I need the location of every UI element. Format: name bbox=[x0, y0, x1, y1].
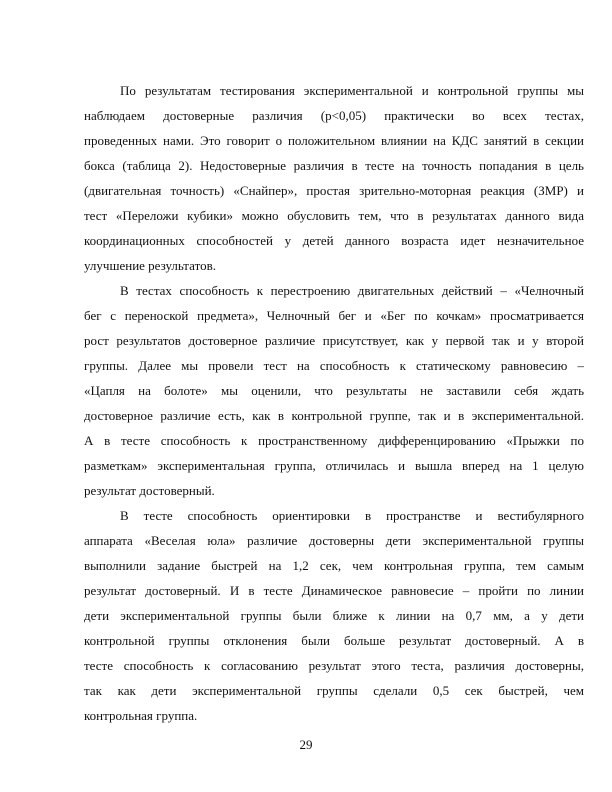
text-line: так как дети экспериментальной группы сделали 0,5 сек быстрей, чем bbox=[84, 683, 584, 698]
document-body bbox=[84, 78, 584, 728]
text-line: контрольная группа. bbox=[84, 708, 198, 723]
text-line: группы. Далее мы провели тест на способность к статическому равновесию – bbox=[84, 358, 584, 373]
text-line: наблюдаем достоверные различия (р<0,05) практически во всех тестах, bbox=[84, 108, 584, 123]
text-line: тесте способность к согласованию результат этого теста, различия достоверны, bbox=[84, 658, 584, 673]
text-line: проведенных нами. Это говорит о положительном влиянии на КДС занятий в секции bbox=[84, 133, 584, 148]
paragraph bbox=[84, 78, 584, 278]
text-line: В тесте способность ориентировки в пространстве и вестибулярного bbox=[120, 508, 584, 523]
text-line: (двигательная точность) «Снайпер», простая зрительно-моторная реакция (ЗМР) и bbox=[84, 183, 584, 198]
text-line: тест «Переложи кубики» можно обусловить тем, что в результатах данного вида bbox=[84, 208, 584, 223]
text-line: результат достоверный. bbox=[84, 483, 215, 498]
text-line: дети экспериментальной группы были ближе к линии на 0,7 мм, а у дети bbox=[84, 608, 584, 623]
text-line: улучшение результатов. bbox=[84, 258, 216, 273]
text-line: контрольной группы отклонения были больше результат достоверный. А в bbox=[84, 633, 584, 648]
text-line: По результатам тестирования экспериментальной и контрольной группы мы bbox=[120, 83, 584, 98]
text-line: В тестах способность к перестроению двигательных действий – «Челночный bbox=[120, 283, 584, 298]
text-line: рост результатов достоверное различие присутствует, как у первой так и у второй bbox=[84, 333, 584, 348]
text-line: результат достоверный. И в тесте Динамическое равновесие – пройти по линии bbox=[84, 583, 584, 598]
text-line: выполнили задание быстрей на 1,2 сек, чем контрольная группа, тем самым bbox=[84, 558, 584, 573]
text-line: «Цапля на болоте» мы оценили, что результаты не заставили себя ждать bbox=[84, 383, 584, 398]
page-number: 29 bbox=[299, 737, 313, 752]
text-line: аппарата «Веселая юла» различие достоверны дети экспериментальной группы bbox=[84, 533, 584, 548]
text-line: координационных способностей у детей данного возраста идет незначительное bbox=[84, 233, 584, 248]
text-line: разметкам» экспериментальная группа, отличилась и вышла вперед на 1 целую bbox=[84, 458, 584, 473]
text-line: бег с переноской предмета», Челночный бег и «Бег по кочкам» просматривается bbox=[84, 308, 584, 323]
text-line: достоверное различие есть, как в контрольной группе, так и в экспериментальной. bbox=[84, 408, 584, 423]
text-line: бокса (таблица 2). Недостоверные различия в тесте на точность попадания в цель bbox=[84, 158, 584, 173]
paragraph bbox=[84, 503, 584, 728]
text-line: А в тесте способность к пространственному дифференцированию «Прыжки по bbox=[84, 433, 584, 448]
paragraph bbox=[84, 278, 584, 503]
